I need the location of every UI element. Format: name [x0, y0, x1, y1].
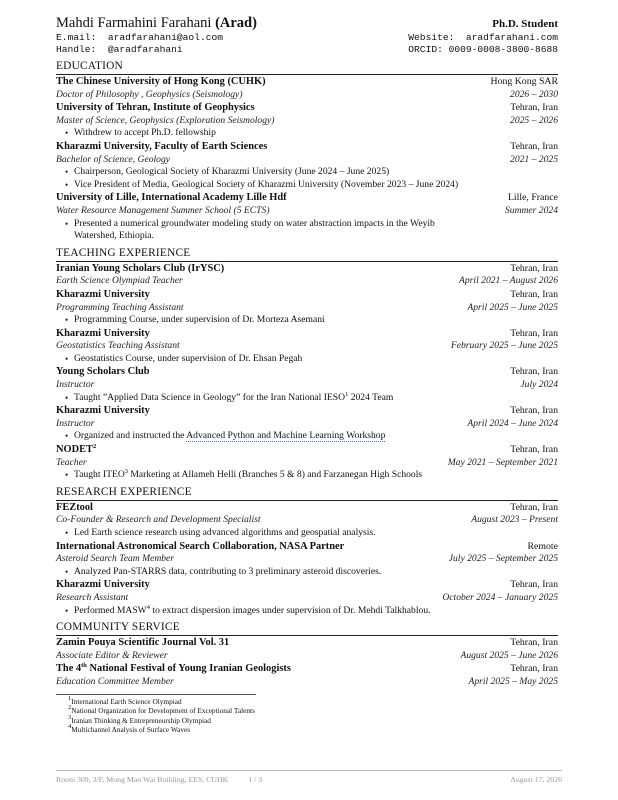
teaching-entry [56, 365, 558, 404]
entry-dates: July 2025 – September 2025 [448, 553, 558, 565]
name-plain: Mahdi Farmahini Farahani [56, 15, 216, 31]
entry-location: Tehran, Iran [510, 140, 558, 152]
community-entry [56, 662, 558, 688]
entry-bullet [74, 605, 558, 618]
entry-bullet: • Led Earth science research using advanced algorithms and geospatial analysis. [74, 527, 558, 540]
section-title-teaching: TEACHING EXPERIENCE [56, 247, 558, 262]
entry-dates: October 2024 – January 2025 [442, 591, 558, 603]
org-text: National Festival of Young Iranian Geologists [86, 663, 291, 675]
footer-address: Room 309, 3/F, Mong Man Wai Building, EES, CUHK [56, 775, 229, 784]
header-top-row [56, 14, 558, 32]
entry-org: Young Scholars Club [56, 366, 150, 378]
footnote-ref[interactable]: 4 [146, 603, 150, 611]
website-link[interactable]: aradfarahani.com [465, 32, 558, 43]
footnote [68, 706, 558, 716]
footnote-divider [56, 694, 256, 695]
entry-org: University of Lille, International Academy Lille Hdf [56, 192, 287, 204]
teaching-entry [56, 288, 558, 327]
entry-location: Tehran, Iran [510, 444, 558, 456]
entry-role: Instructor [56, 417, 95, 429]
entry-dates: April 2024 – June 2024 [467, 417, 558, 429]
entry-role: Instructor [56, 379, 95, 391]
entry-dates: 2026 – 2030 [510, 88, 558, 100]
education-entry [56, 101, 558, 140]
website-label: Website: [408, 32, 455, 43]
entry-role: Research Assistant [56, 591, 129, 603]
footer-date: August 17, 2026 [510, 775, 562, 784]
entry-location: Tehran, Iran [510, 579, 558, 591]
bullet-text: Performed MASW [74, 604, 147, 616]
email-link[interactable]: aradfarahani@aol.com [107, 32, 223, 43]
footnotes [68, 694, 558, 735]
entry-dates: 2025 – 2026 [510, 114, 558, 126]
entry-dates: February 2025 – June 2025 [450, 340, 558, 352]
handle-label: Handle: [56, 44, 97, 55]
entry-location: Remote [527, 540, 558, 552]
section-title-community: COMMUNITY SERVICE [56, 621, 558, 636]
entry-role: Education Committee Member [56, 675, 174, 687]
entry-org: Kharazmi University, Faculty of Earth Sciences [56, 140, 268, 152]
footnote-ref[interactable]: 3 [124, 468, 128, 476]
entry-dates: April 2021 – August 2026 [459, 275, 558, 287]
entry-role: Doctor of Philosophy , Geophysics (Seismology) [56, 88, 243, 100]
entry-bullet [74, 392, 558, 405]
education-entry [56, 75, 558, 101]
name-bold: (Arad) [215, 15, 257, 31]
bullet-text: Marketing at Allameh Helli (Branches 5 & 8) and Farzanegan High Schools [128, 469, 423, 481]
entry-role: Bachelor of Science, Geology [56, 153, 171, 165]
entry-location: Tehran, Iran [510, 501, 558, 513]
footnote-text: National Organization for Development of Exceptional Talents [71, 706, 255, 716]
entry-role: Asteroid Search Team Member [56, 553, 175, 565]
footnote-text: International Earth Science Olympiad [71, 696, 182, 706]
research-entry [56, 578, 558, 617]
entry-org: Kharazmi University [56, 327, 150, 339]
entry-org: Zamin Pouya Scientific Journal Vol. 31 [56, 637, 230, 649]
section-title-education: EDUCATION [56, 60, 558, 75]
entry-bullet: • Analyzed Pan-STARRS data, contributing to 3 preliminary asteroid discoveries. [74, 566, 558, 579]
footnote-number: 4 [68, 723, 72, 731]
footnote [68, 713, 558, 726]
handle-link[interactable]: @aradfarahani [107, 44, 183, 55]
entry-org: The Chinese University of Hong Kong (CUHK) [56, 76, 266, 87]
footer-page-number: 1 / 3 [248, 775, 263, 784]
entry-role: Earth Science Olympiad Teacher [56, 275, 183, 287]
footnote-text: Iranian Thinking & Entrepreneurship Olympiad [71, 715, 211, 725]
entry-org: Kharazmi University [56, 405, 150, 417]
entry-org: International Astronomical Search Collaboration, NASA Partner [56, 540, 345, 552]
entry-org: Kharazmi University [56, 288, 150, 300]
bullet-line: Presented a numerical groundwater modeling study on water abstraction impacts in the Weyib [74, 217, 435, 229]
entry-dates: August 2025 – June 2026 [460, 649, 558, 661]
email-label: E.mail: [56, 32, 97, 43]
contact-row-1 [56, 32, 558, 44]
contact-row-2 [56, 44, 558, 56]
entry-location: Tehran, Iran [510, 366, 558, 378]
entry-location: Tehran, Iran [510, 288, 558, 300]
entry-location: Tehran, Iran [510, 102, 558, 114]
orcid-link[interactable]: 0009-0008-3800-8688 [448, 44, 558, 55]
footnote-ref[interactable]: 1 [345, 390, 349, 398]
bullet-text: Taught ”Applied Data Science in Geology” for the Iran National IESO [74, 391, 346, 403]
bullet-text: Taught ITEO [74, 469, 125, 481]
footnote-number: 1 [68, 694, 72, 702]
entry-bullet: • Programming Course, under supervision of Dr. Morteza Asemani [74, 314, 558, 327]
teaching-entry [56, 443, 558, 482]
entry-org: Kharazmi University [56, 579, 150, 591]
education-entry [56, 191, 558, 242]
person-name [56, 14, 257, 32]
research-entry [56, 501, 558, 540]
entry-org: FEZtool [56, 501, 93, 513]
footnote-text: Multichannel Analysis of Surface Waves [71, 725, 191, 735]
org-text: NODET [56, 444, 93, 456]
workshop-link[interactable]: Advanced Python and Machine Learning Workshop [186, 430, 386, 442]
teaching-entry [56, 262, 558, 288]
footnote-number: 2 [68, 704, 72, 712]
entry-bullet: • Geostatistics Course, under supervision of Dr. Ehsan Pegah [74, 353, 558, 366]
entry-bullet: • Chairperson, Geological Society of Kharazmi University (June 2024 – June 2025) [74, 166, 558, 179]
bullet-text: to extract dispersion images under supervision of Dr. Mehdi Talkhablou. [150, 604, 431, 616]
entry-location: Tehran, Iran [510, 663, 558, 675]
bullet-line: Watershed, Ethiopia. [74, 230, 154, 242]
entry-bullet [74, 469, 558, 482]
research-entry [56, 540, 558, 579]
entry-dates: August 2023 – Present [471, 514, 558, 526]
entry-location: Tehran, Iran [510, 327, 558, 339]
community-entry [56, 636, 558, 662]
entry-dates: 2021 – 2025 [510, 153, 558, 165]
page-footer [56, 770, 562, 784]
section-title-research: RESEARCH EXPERIENCE [56, 486, 558, 501]
entry-dates: April 2025 – June 2025 [467, 301, 558, 313]
entry-location: Tehran, Iran [510, 262, 558, 274]
entry-role: Co-Founder & Research and Development Specialist [56, 514, 261, 526]
entry-bullet [74, 218, 558, 243]
entry-dates: Summer 2024 [504, 204, 558, 216]
entry-role: Teacher [56, 456, 87, 468]
entry-location: Lille, France [507, 192, 558, 204]
orcid-label: ORCID: [408, 44, 443, 55]
entry-bullet: • Withdrew to accept Ph.D. fellowship [74, 127, 558, 140]
entry-dates: May 2021 – September 2021 [447, 456, 558, 468]
footnote-number: 3 [68, 713, 72, 721]
bullet-text: Organized and instructed the [74, 430, 187, 442]
entry-org: University of Tehran, Institute of Geophysics [56, 102, 255, 114]
entry-location: Tehran, Iran [510, 637, 558, 649]
entry-bullet [74, 430, 558, 443]
entry-role: Water Resource Management Summer School (5 ECTS) [56, 204, 270, 216]
education-entry [56, 140, 558, 191]
entry-org [56, 443, 96, 457]
entry-org [56, 662, 291, 676]
teaching-entry [56, 404, 558, 443]
entry-org: Iranian Young Scholars Club (IrYSC) [56, 262, 225, 274]
entry-bullet: • Vice President of Media, Geological Society of Kharazmi University (November 2023 – June 2024) [74, 179, 558, 192]
bullet-text: 2024 Team [348, 391, 394, 403]
entry-role: Programming Teaching Assistant [56, 301, 184, 313]
status-label: Ph.D. Student [492, 18, 558, 30]
teaching-entry [56, 327, 558, 366]
entry-role: Geostatistics Teaching Assistant [56, 340, 180, 352]
entry-role: Master of Science, Geophysics (Exploration Seismology) [56, 114, 275, 126]
entry-role: Associate Editor & Reviewer [56, 649, 168, 661]
footnote [68, 694, 558, 707]
footnote-ref[interactable]: 2 [92, 443, 97, 451]
entry-dates: July 2024 [520, 379, 558, 391]
entry-dates: April 2025 – May 2025 [468, 675, 558, 687]
entry-location: Tehran, Iran [510, 405, 558, 417]
org-text: The 4 [56, 663, 82, 675]
ordinal-suffix: th [81, 662, 87, 670]
resume-page [56, 14, 558, 735]
footnote [68, 725, 558, 735]
entry-location: Hong Kong SAR [490, 76, 558, 87]
